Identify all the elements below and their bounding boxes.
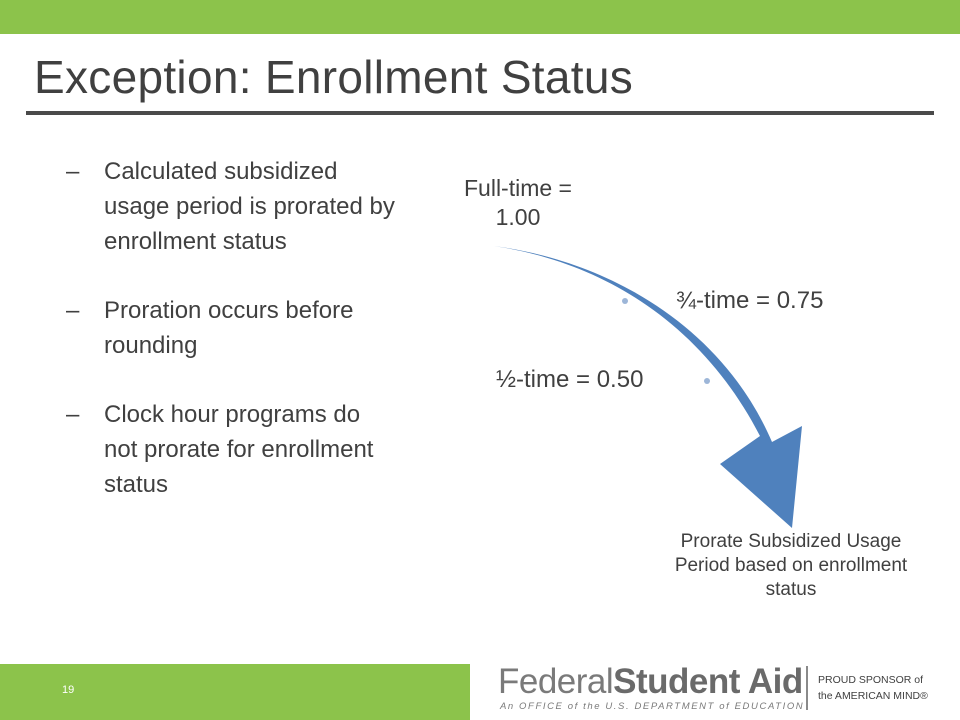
page-number: 19 — [62, 684, 75, 696]
three-quarter-marker-icon — [619, 295, 631, 307]
fsa-logo-name — [498, 662, 803, 702]
bullet-dash: – — [66, 158, 80, 185]
prorate-caption: Prorate Subsidized Usage Period based on enrollment status — [674, 531, 908, 600]
fsa-logo — [498, 662, 805, 714]
bullet-dash: – — [66, 401, 80, 428]
sponsor-line-2: the AMERICAN MIND® — [818, 690, 928, 702]
bullet-text: Calculated subsidized usage period is prorated by enrollment status — [104, 158, 395, 255]
fsa-logo-federal: Federal — [498, 662, 614, 701]
full-time-label: Full-time = 1.00 — [464, 175, 572, 230]
fsa-logo-student-aid: Student Aid — [613, 662, 803, 701]
slide-title: Exception: Enrollment Status — [34, 51, 634, 103]
three-quarter-time-label: ¾-time = 0.75 — [676, 287, 824, 314]
bullet-dash: – — [66, 297, 80, 324]
sponsor-line-1: PROUD SPONSOR of — [818, 674, 924, 686]
sponsor-tagline — [818, 672, 928, 704]
bullet-text: Clock hour programs do not prorate for enrollment status — [104, 401, 374, 498]
half-time-label: ½-time = 0.50 — [496, 366, 644, 393]
logo-divider — [806, 666, 808, 710]
fsa-logo-subtitle: An OFFICE of the U.S. DEPARTMENT of EDUCATION — [500, 701, 805, 712]
bullet-text: Proration occurs before rounding — [104, 297, 354, 359]
half-marker-icon — [701, 375, 713, 387]
